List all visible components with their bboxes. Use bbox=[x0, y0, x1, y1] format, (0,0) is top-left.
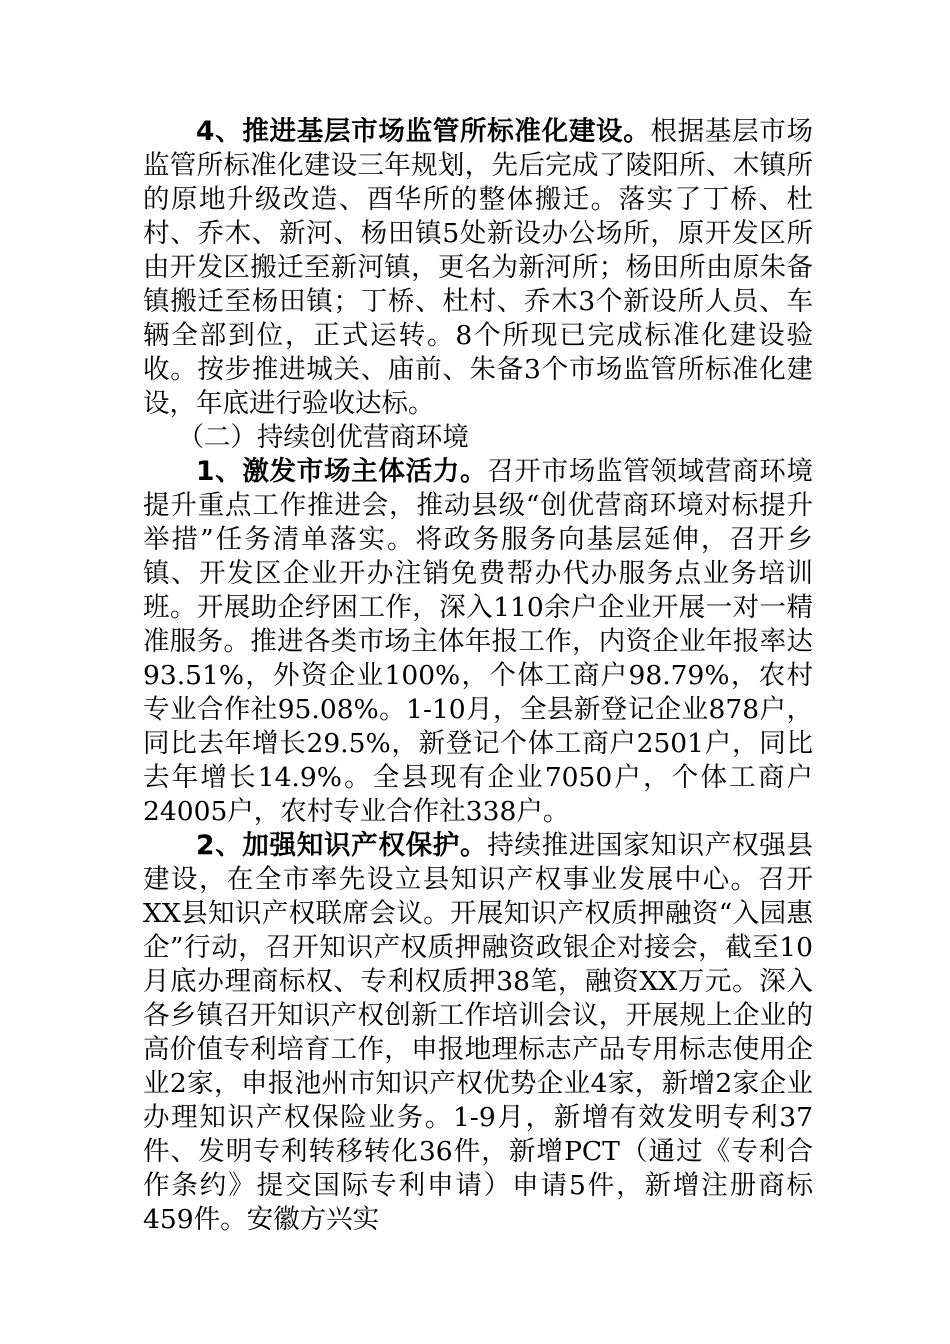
paragraph-text: 持续推进国家知识产权强县建设，在全市率先设立县知识产权事业发展中心。召开XX县知识产权联席会议。开展知识产权质押融资“入园惠企”行动，召开知识产权质押融资政银企对接会，截至10月底办理商标权、专利权质押38笔，融资XX万元。深入各乡镇召开知识产权创新工作培训会议，开展规上企业的高价值专利培育工作，申报地理标志产品专用标志使用企业2家，申报池州市知识产权优势企业4家，新增2家企业办理知识产权保险业务。1-9月，新增有效发明专利37件、发明专利转移转化36件，新增PCT（通过《专利合作条约》提交国际专利申请）申请5件，新增注册商标459件。安徽方兴实 bbox=[143, 830, 813, 1235]
paragraph-standardization bbox=[143, 115, 813, 421]
paragraph-market-vitality bbox=[143, 455, 813, 829]
paragraph-ip-protection bbox=[143, 829, 813, 1237]
paragraph-lead: 4、推进基层市场监管所标准化建设。 bbox=[196, 116, 651, 147]
section-heading: （二）持续创优营商环境 bbox=[177, 422, 469, 453]
document-body bbox=[143, 115, 813, 1237]
paragraph-lead: 1、激发市场主体活力。 bbox=[196, 456, 488, 487]
paragraph-text: 召开市场监管领域营商环境提升重点工作推进会，推动县级“创优营商环境对标提升举措”任务清单落实。将政务服务向基层延伸，召开乡镇、开发区企业开办注销免费帮办代办服务点业务培训班。开展助企纾困工作，深入110余户企业开展一对一精准服务。推进各类市场主体年报工作，内资企业年报率达93.51%，外资企业100%，个体工商户98.79%，农村专业合作社95.08%。1-10月，全县新登记企业878户，同比去年增长29.5%，新登记个体工商户2501户，同比去年增长14.9%。全县现有企业7050户，个体工商户24005户，农村专业合作社338户。 bbox=[143, 456, 813, 827]
paragraph-lead: 2、加强知识产权保护。 bbox=[196, 830, 488, 861]
paragraph-text: 根据基层市场监管所标准化建设三年规划，先后完成了陵阳所、木镇所的原地升级改造、酉华所的整体搬迁。落实了丁桥、杜村、乔木、新河、杨田镇5处新设办公场所，原开发区所由开发区搬迁至新河镇，更名为新河所；杨田所由原朱备镇搬迁至杨田镇；丁桥、杜村、乔木3个新设所人员、车辆全部到位，正式运转。8个所现已完成标准化建设验收。按步推进城关、庙前、朱备3个市场监管所标准化建设，年底进行验收达标。 bbox=[143, 116, 813, 419]
